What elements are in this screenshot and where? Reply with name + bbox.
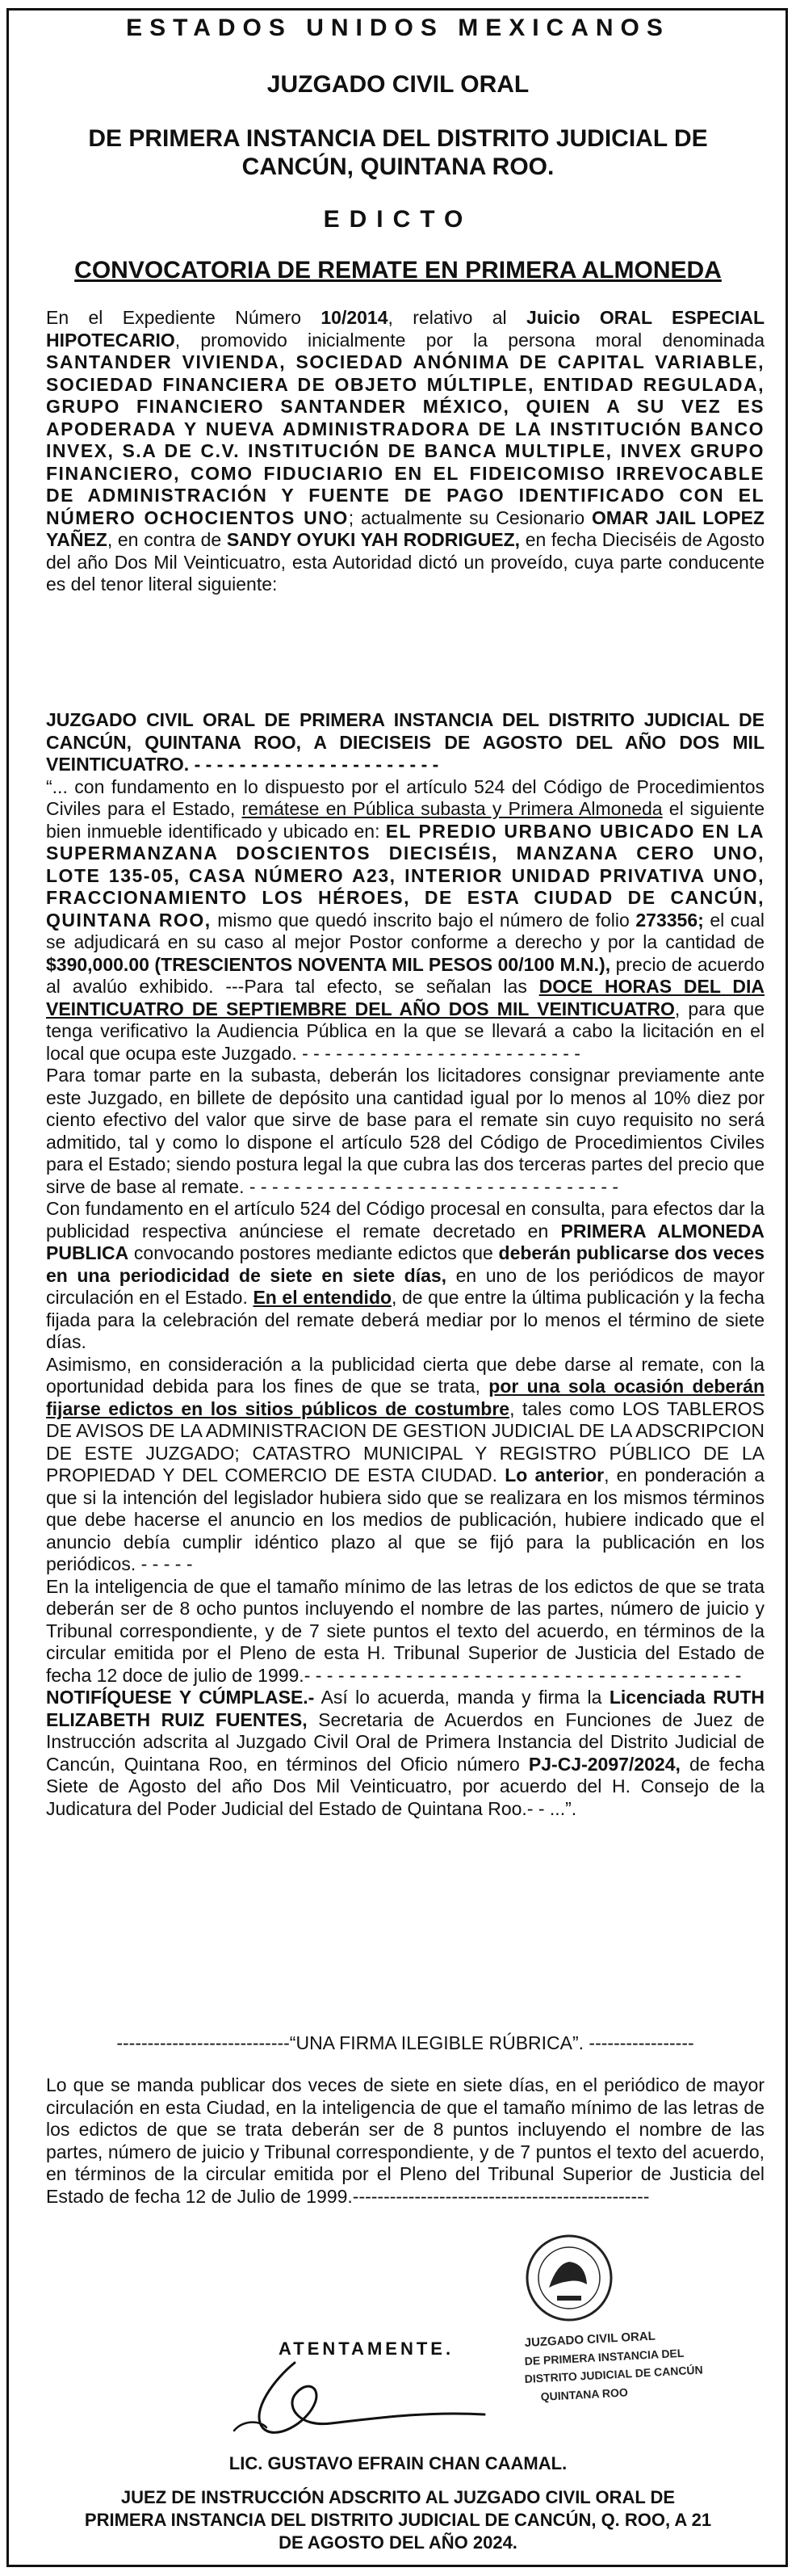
case-number: 10/2014 bbox=[320, 307, 388, 328]
auction-date: DOCE HORAS DEL DIA VEINTICUATRO DE SEPTIEMBRE DEL AÑO DOS MIL VEINTICUATRO bbox=[46, 976, 765, 1019]
auto-text: Con fundamento en el artículo 524 del Código procesal en consulta, para efectos dar la publicidad respectiva anúnciese el remate decretado en bbox=[46, 1198, 765, 1242]
court-title: JUZGADO CIVIL ORAL bbox=[266, 71, 530, 98]
signature-note: ----------------------------“UNA FIRMA ILEGIBLE RÚBRICA”. ----------------- bbox=[116, 2032, 694, 2053]
auto-paragraph-remate bbox=[46, 776, 765, 1065]
svg-text:JUZGADO CIVIL ORAL: JUZGADO CIVIL ORAL bbox=[524, 2329, 656, 2350]
intro-text: , en contra de bbox=[107, 529, 227, 550]
folio-number: 273356; bbox=[635, 909, 710, 931]
convocation-title: CONVOCATORIA DE REMATE EN PRIMERA ALMONEDA bbox=[74, 257, 722, 284]
auto-text: convocando postores mediante edictos que bbox=[128, 1242, 499, 1263]
auto-text: “... con fundamento en lo dispuesto por el artículo 524 del Código de Procedimientos Civiles para el Estado, bbox=[46, 775, 765, 819]
auto-text-bold: PRIMERA ALMONEDA PUBLICA bbox=[46, 1220, 765, 1263]
closing-paragraph: Lo que se manda publicar dos veces de siete en siete días, en el periódico de mayor circulación en esta Ciudad, en la inteligencia de que el tamaño mínimo de las letras de los edictos de que se trata deberán ser de 8 puntos incluyendo el nombre de las partes, número de juicio y Tribunal correspondiente, y de 7 puntos el texto del acuerdo, en términos de la circular emitida por el Pleno del Tribunal Superior de Justicia del Estado de fecha 12 de Julio de 1999.------------------------------------------------ bbox=[46, 2074, 765, 2207]
signer-title-date: JUEZ DE INSTRUCCIÓN ADSCRITO AL JUZGADO CIVIL ORAL DE PRIMERA INSTANCIA DEL DISTRITO JUDICIAL DE CANCÚN, Q. ROO, A 21 DE AGOSTO DEL AÑO 2024. bbox=[84, 2487, 712, 2553]
auto-paragraph-deposit: Para tomar parte en la subasta, deberán los licitadores consignar previamente ante este Juzgado, en billete de depósito una cantidad igual por lo menos al 10% diez por ciento efectivo del valor que sirve de base para el remate sin cuyo requisito no será admitido, tal y como lo dispone el artículo 528 del Código de Procedimientos Civiles para el Estado; siendo postura legal la que cubra las dos terceras partes del precio que sirve de base al remate. - - - - - - - - - - - - - - - - - - - - - - - - - - - - - - - - - bbox=[46, 1065, 765, 1197]
auto-text-bold: Lo anterior bbox=[505, 1464, 605, 1486]
instance-title: DE PRIMERA INSTANCIA DEL DISTRITO JUDICIAL DE CANCÚN, QUINTANA ROO. bbox=[88, 125, 708, 180]
secretary-name: Licenciada RUTH ELIZABETH RUIZ FUENTES, bbox=[46, 1687, 765, 1730]
heading-dashes: - - - - - - - - - - - - - - - - - - - - - - bbox=[189, 754, 439, 775]
auto-text-bold: deberán publicarse dos veces en una periodicidad de siete en siete días, bbox=[46, 1242, 765, 1286]
auto-text: el siguiente bien inmueble identificado y ubicado en: bbox=[46, 798, 765, 842]
intro-text: En el Expediente Número bbox=[46, 307, 321, 328]
auto-text: de fecha Siete de Agosto del año Dos Mil Veinticuatro, por acuerdo del H. Consejo de la Judicatura del Poder Judicial del Estado de Quintana Roo.- - ...”. bbox=[46, 1753, 765, 1819]
document-type: EDICTO bbox=[323, 206, 473, 233]
country-title: ESTADOS UNIDOS MEXICANOS bbox=[126, 15, 670, 41]
auto-text: el cual se adjudicará en su caso al mejor Postor conforme a derecho y por la cantidad de bbox=[46, 909, 765, 952]
intro-text: ; actualmente su Cesionario bbox=[348, 506, 592, 528]
auto-paragraph-public-sites bbox=[46, 1354, 765, 1576]
auto-text: , de que entre la última publicación y la fecha fijada para la celebración del remate deberá mediar por lo menos el término de siete días. bbox=[46, 1287, 765, 1352]
auto-paragraph-publicity bbox=[46, 1198, 765, 1354]
auto-text: mismo que quedó inscrito bajo el número de folio bbox=[211, 909, 636, 931]
auto-text: Secretaria de Acuerdos en Funciones de Juez de Instrucción adscrita al Juzgado Civil Oral de Primera Instancia del Distrito Judicial de Cancún, Quintana Roo, en términos del Oficio número bbox=[46, 1708, 765, 1775]
auction-amount: $390,000.00 (TRESCIENTOS NOVENTA MIL PESOS 00/100 M.N.), bbox=[46, 953, 611, 975]
auto-text: , para que tenga verificativo la Audiencia Pública en la que se llevará a cabo la licitación en el local que ocupa este Juzgado. - - - - - - - - - - - - - - - - - - - - - - - - - bbox=[46, 998, 765, 1064]
assignee-name: OMAR JAIL LOPEZ YAÑEZ bbox=[46, 506, 765, 550]
auto-paragraph-letter-size: En la inteligencia de que el tamaño mínimo de las letras de los edictos de que se trata deberán ser de 8 ocho puntos incluyendo el nombre de las partes, número de juicio y Tribunal correspondiente, y de 7 siete puntos el texto del acuerdo, en términos de la circular emitida por el Pleno de esta H. Tribunal Superior de Justicia del Estado de fecha 12 doce de julio de 1999.- - - - - - - - - - - - - - - - - - - - - - - - - - - - - - - - - - - - - - - bbox=[46, 1575, 765, 1686]
closing-salutation: ATENTAMENTE. bbox=[279, 2339, 455, 2359]
auto-heading: JUZGADO CIVIL ORAL DE PRIMERA INSTANCIA DEL DISTRITO JUDICIAL DE CANCÚN, QUINTANA ROO, A DIECISEIS DE AGOSTO DEL AÑO DOS MIL VEINTICUATRO. bbox=[46, 709, 765, 775]
auto-text: Asimismo, en consideración a la publicidad cierta que debe darse al remate, con la oportunidad debida para los fines de que se trata, bbox=[46, 1353, 765, 1397]
auto-text: en uno de los periódicos de mayor circulación en el Estado. bbox=[46, 1264, 765, 1308]
property-description: EL PREDIO URBANO UBICADO EN LA SUPERMANZANA DOSCIENTOS DIECISÉIS, MANZANA CERO UNO, LOTE 135-05, CASA NÚMERO A23, INTERIOR UNIDAD PRIVATIVA UNO, FRACCIONAMIENTO LOS HÉROES, DE ESTA CIUDAD DE CANCÚN, QUINTANA ROO, bbox=[46, 820, 765, 931]
svg-text:QUINTANA ROO: QUINTANA ROO bbox=[540, 2385, 629, 2403]
auto-text: , tales como LOS TABLEROS DE AVISOS DE LA ADMINISTRACION DE GESTION JUDICIAL DE LA ADSCRIPCION DE ESTE JUZGADO; CATASTRO MUNICIPAL Y REGISTRO PÚBLICO DE LA PROPIEDAD Y DEL COMERCIO DE ESTA CIUDAD. bbox=[46, 1397, 765, 1486]
court-seal-stamp bbox=[492, 2229, 710, 2423]
auto-paragraph-notify bbox=[46, 1687, 765, 1820]
office-number: PJ-CJ-2097/2024, bbox=[528, 1753, 681, 1775]
intro-paragraph bbox=[46, 307, 765, 596]
auto-text: , en ponderación a que si la intención del legislador hubiera sido que se realizara en los mismos términos que debe hacerse el anuncio en los medios de publicación, hubiere indicado que el anuncio debía cumplir idéntico plazo al que se fijó para la publicación en los periódicos. - - - - - bbox=[46, 1464, 765, 1574]
auto-section bbox=[46, 709, 765, 1820]
plaintiff-entity: SANTANDER VIVIENDA, SOCIEDAD ANÓNIMA DE CAPITAL VARIABLE, SOCIEDAD FINANCIERA DE OBJETO MÚLTIPLE, ENTIDAD REGULADA, GRUPO FINANCIERO SANTANDER MÉXICO, QUIEN A SU VEZ ES APODERADA Y NUEVA ADMINISTRADORA DE LA INSTITUCIÓN BANCO INVEX, S.A DE C.V. INSTITUCIÓN DE BANCA MULTIPLE, INVEX GRUPO FINANCIERO, COMO FIDUCIARIO EN EL FIDEICOMISO IRREVOCABLE DE ADMINISTRACIÓN Y FUENTE DE PAGO IDENTIFICADO CON EL NÚMERO OCHOCIENTOS UNO bbox=[46, 351, 765, 528]
case-type: Juicio ORAL ESPECIAL HIPOTECARIO bbox=[46, 307, 765, 351]
auto-text-underlined: por una sola ocasión deberán fijarse edictos en los sitios públicos de costumbre bbox=[46, 1376, 765, 1419]
handwritten-signature bbox=[218, 2347, 492, 2444]
auto-text-bold: NOTIFÍQUESE Y CÚMPLASE.- bbox=[46, 1687, 315, 1708]
intro-text: , relativo al bbox=[388, 307, 527, 328]
defendant-name: SANDY OYUKI YAH RODRIGUEZ, bbox=[226, 529, 521, 550]
svg-text:DE PRIMERA INSTANCIA DEL: DE PRIMERA INSTANCIA DEL bbox=[524, 2346, 685, 2368]
svg-text:DISTRITO JUDICIAL DE CANCÚN: DISTRITO JUDICIAL DE CANCÚN bbox=[524, 2363, 704, 2385]
auto-text-underlined: remátese en Pública subasta y Primera Almoneda bbox=[241, 798, 663, 819]
intro-text: , promovido inicialmente por la persona moral denominada bbox=[174, 329, 765, 351]
signer-name: LIC. GUSTAVO EFRAIN CHAN CAAMAL. bbox=[228, 2453, 568, 2473]
auto-text: precio de acuerdo al avalúo exhibido. ---Para tal efecto, se señalan las bbox=[46, 953, 765, 997]
auto-text: Así lo acuerda, manda y firma la bbox=[314, 1687, 610, 1708]
auto-heading-block bbox=[46, 709, 765, 776]
auto-text-underlined: En el entendido bbox=[253, 1287, 392, 1308]
intro-text: en fecha Dieciséis de Agosto del año Dos Mil Veinticuatro, esta Autoridad dictó un proveído, cuya parte conducente es del tenor literal siguiente: bbox=[46, 529, 765, 595]
